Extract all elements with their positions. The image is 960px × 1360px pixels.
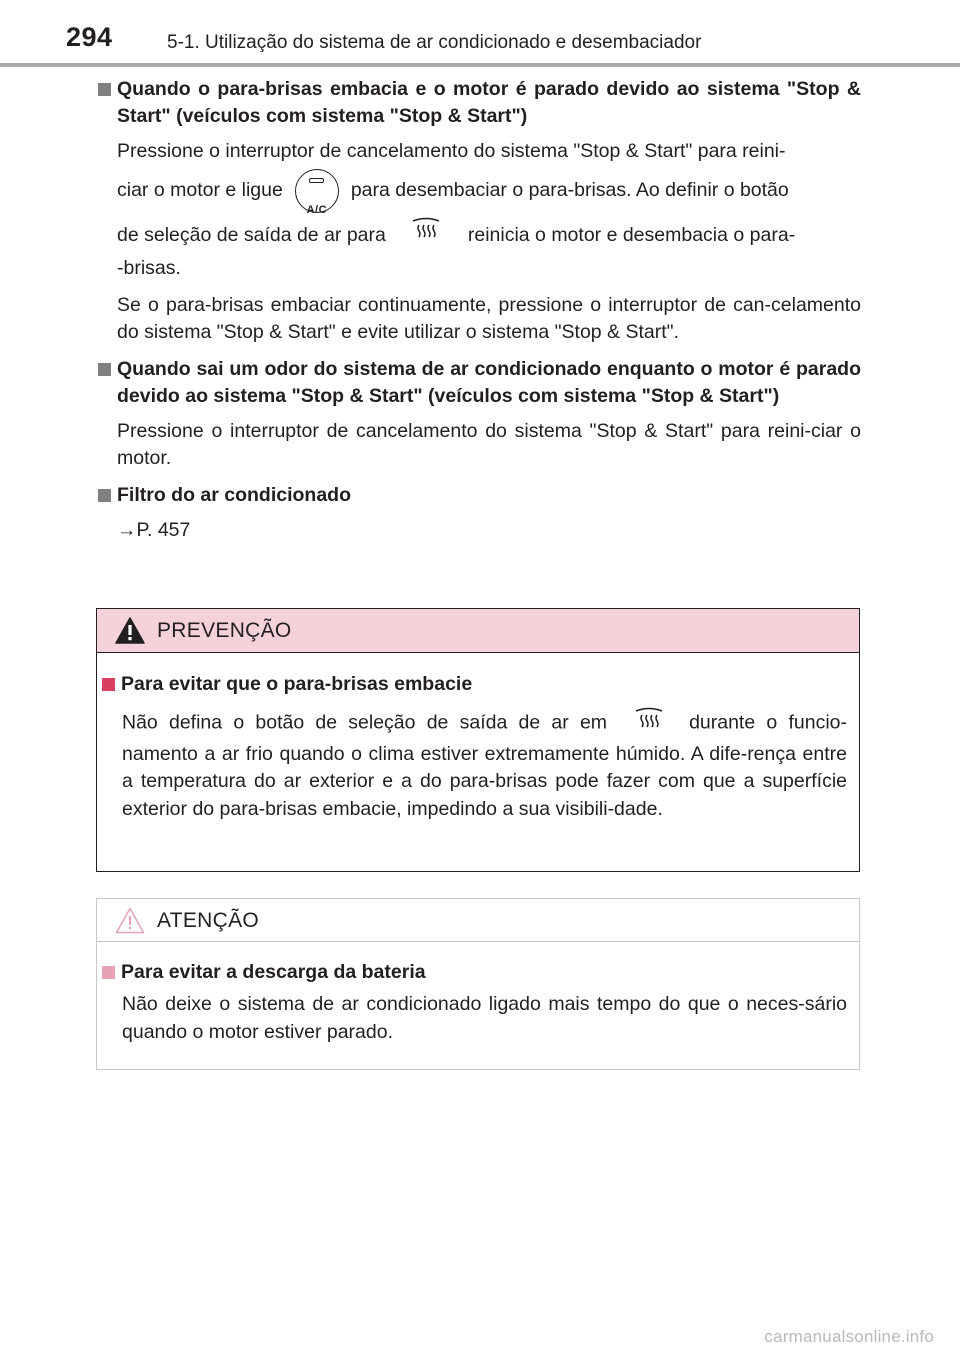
bullet-square-icon — [98, 83, 111, 96]
warning-box — [96, 608, 860, 872]
bullet-square-icon — [98, 363, 111, 376]
paragraph: Se o para-brisas embaciar continuamente, pressione o interruptor de can-celamento do sistema "Stop & Start" e evite utilizar o sistema "Stop & Start". — [117, 294, 861, 344]
paragraph-text: de seleção de saída de ar para — [117, 224, 386, 246]
ac-button-icon — [295, 169, 339, 216]
section-heading — [97, 76, 861, 130]
box-paragraph — [122, 706, 847, 823]
paragraph-line-with-icon — [117, 216, 861, 255]
warning-box-body — [97, 653, 859, 823]
page-reference-link[interactable]: →P. 457 — [117, 519, 191, 542]
paragraph-text: Não defina o botão de seleção de saída de ar em — [122, 711, 608, 734]
warning-box-label: PREVENÇÃO — [157, 619, 292, 642]
chapter-title: 5-1. Utilização do sistema de ar condicionado e desembaciador — [167, 32, 702, 53]
windshield-defroster-icon — [410, 216, 442, 255]
bullet-square-icon — [102, 966, 115, 979]
section-heading — [97, 482, 861, 509]
box-section-heading-text: Para evitar a descarga da bateria — [121, 961, 426, 983]
paragraph — [117, 255, 861, 282]
paragraph-text: durante o funcio-namento a ar frio quando o clima estiver extremamente húmido. A dife-rença entre a temperatura do ar exterior e a do para-brisas pode fazer com que a superfície exterior do para-brisas embacie, impedindo a sua visibili-dade. — [122, 711, 847, 820]
notice-box-title — [97, 899, 859, 942]
section-heading — [97, 356, 861, 410]
windshield-defroster-icon — [633, 706, 665, 741]
notice-box-label: ATENÇÃO — [157, 909, 260, 932]
paragraph-line-with-icon — [117, 166, 861, 214]
page-number: 294 — [66, 22, 113, 52]
watermark: carmanualsonline.info — [764, 1327, 934, 1346]
notice-box — [96, 898, 860, 1070]
ac-button-label: A/C — [306, 203, 328, 216]
box-paragraph: Não deixe o sistema de ar condicionado ligado mais tempo do que o neces-sário quando o motor estiver parado. — [122, 993, 847, 1043]
section-heading-text: Quando o para-brisas embacia e o motor é parado devido ao sistema "Stop & Start" (veículos com sistema "Stop & Start") — [117, 78, 861, 127]
paragraph-text: -brisas. — [117, 257, 181, 280]
box-section-heading — [102, 671, 847, 698]
paragraph — [117, 138, 861, 164]
paragraph-text: Pressione o interruptor de cancelamento do sistema "Stop & Start" para reini- — [117, 140, 786, 162]
paragraph-text: reinicia o motor e desembacia o para- — [467, 224, 796, 246]
warning-triangle-icon — [115, 617, 145, 649]
paragraph-text: ciar o motor e ligue — [117, 179, 283, 201]
main-content — [97, 76, 861, 544]
section-heading-text: Filtro do ar condicionado — [117, 484, 351, 507]
box-section-heading — [102, 959, 847, 986]
notice-triangle-icon — [115, 907, 145, 939]
notice-box-body — [97, 942, 859, 1046]
warning-box-title — [97, 609, 859, 653]
paragraph: Pressione o interruptor de cancelamento do sistema "Stop & Start" para reini-ciar o motor. — [117, 420, 861, 470]
bullet-square-icon — [98, 489, 111, 502]
box-section-heading-text: Para evitar que o para-brisas embacie — [121, 673, 473, 695]
section-heading-text: Quando sai um odor do sistema de ar condicionado enquanto o motor é parado devido ao sistema "Stop & Start" (veículos com sistema "Stop & Start") — [117, 358, 861, 408]
paragraph-text: para desembaciar o para-brisas. Ao definir o botão — [350, 179, 789, 201]
header-rule — [0, 63, 960, 67]
bullet-square-icon — [102, 678, 115, 691]
page-header — [0, 0, 960, 64]
